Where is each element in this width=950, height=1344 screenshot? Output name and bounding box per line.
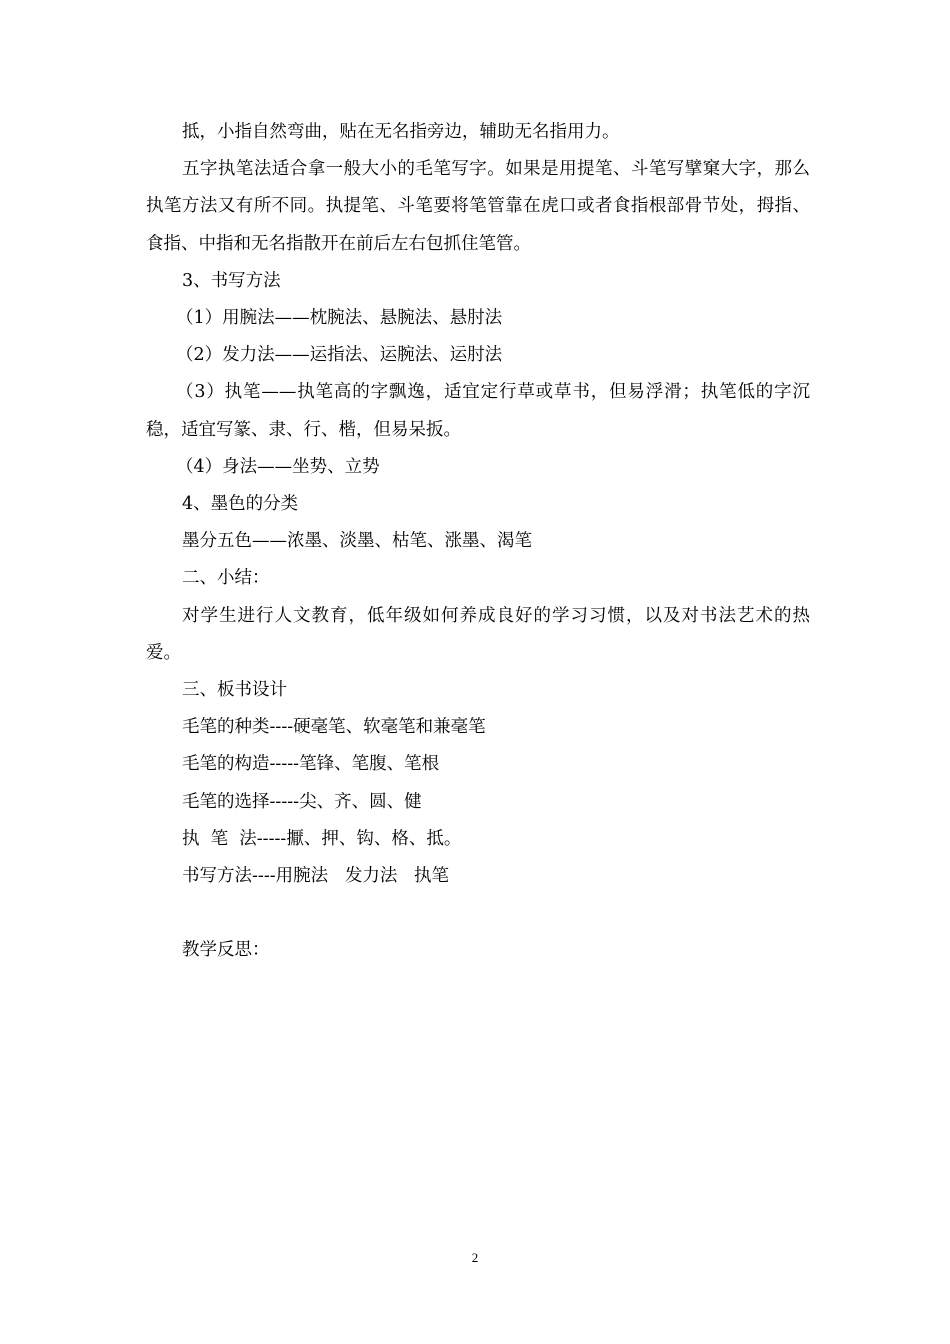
item-pen-holding: （3）执笔——执笔高的字飘逸，适宜定行草或草书，但易浮滑；执笔低的字沉稳，适宜写篆、隶、行、楷，但易呆扳。 [146, 382, 810, 440]
item-wrist-method: （1）用腕法——枕腕法、悬腕法、悬肘法 [176, 308, 503, 329]
paragraph-summary: 对学生进行人文教育，低年级如何养成良好的学习习惯，以及对书法艺术的热爱。 [146, 605, 810, 663]
paragraph-continuation: 抵，小指自然弯曲，贴在无名指旁边，辅助无名指用力。 [182, 122, 620, 142]
heading-writing-method: 3、书写方法 [182, 270, 281, 291]
body-text [146, 114, 810, 970]
item-force-method: （2）发力法——运指法、运腕法、运肘法 [176, 345, 503, 366]
paragraph-ink-colors: 墨分五色——浓墨、淡墨、枯笔、涨墨、渴笔 [182, 531, 532, 552]
heading-ink-classification: 4、墨色的分类 [182, 494, 299, 515]
heading-reflection: 教学反思： [182, 940, 270, 961]
board-line-writing: 书写方法----用腕法 发力法 执笔 [182, 866, 450, 887]
board-line-holding: 执 笔 法-----擫、押、钩、格、抵。 [182, 828, 462, 849]
board-line-types: 毛笔的种类----硬毫笔、软毫笔和兼毫笔 [182, 717, 486, 738]
blank-line [146, 895, 810, 932]
heading-board-design: 三、板书设计 [182, 680, 287, 701]
page-number: 2 [471, 1250, 479, 1265]
board-line-selection: 毛笔的选择-----尖、齐、圆、健 [182, 791, 422, 812]
board-line-structure: 毛笔的构造-----笔锋、笔腹、笔根 [182, 754, 440, 775]
item-body-method: （4）身法——坐势、立势 [176, 456, 380, 477]
heading-summary: 二、小结： [182, 568, 270, 589]
paragraph-five-finger-method: 五字执笔法适合拿一般大小的毛笔写字。如果是用提笔、斗笔写擘窠大字，那么执笔方法又有所不同。执提笔、斗笔要将笔管靠在虎口或者食指根部骨节处，拇指、食指、中指和无名指散开在前后左右包抓住笔管。 [146, 159, 810, 254]
